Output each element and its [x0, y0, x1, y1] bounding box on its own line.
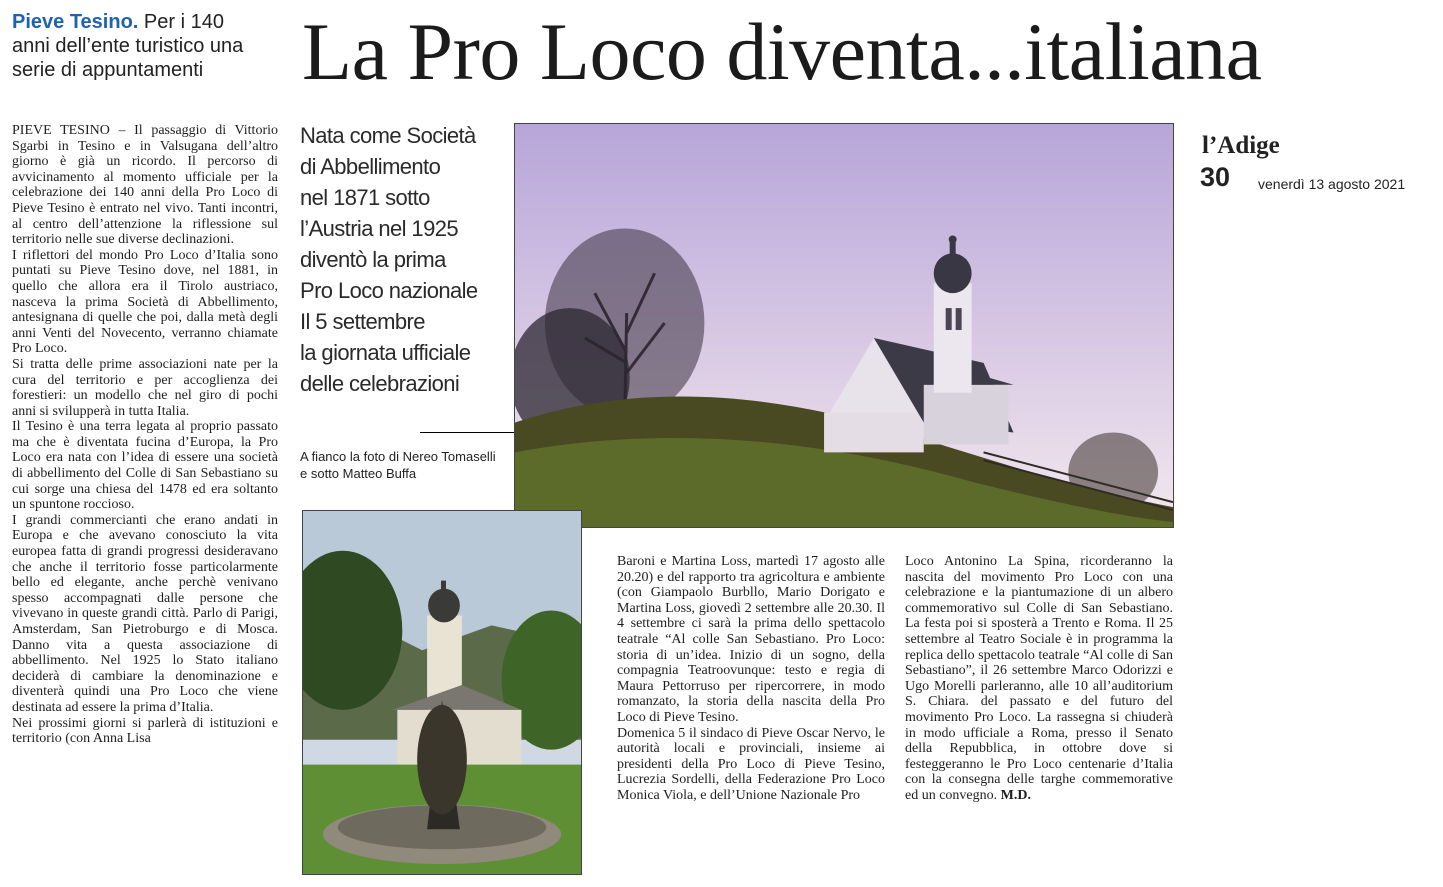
church-hill-illustration — [515, 124, 1173, 527]
photo-caption: A fianco la foto di Nereo Tomaselli e sotto Matteo Buffa — [300, 449, 496, 481]
subhead-line: Nata come Società — [300, 123, 476, 148]
page-number: 30 — [1200, 162, 1231, 192]
church-fountain-photo — [302, 510, 582, 875]
paragraph — [905, 554, 1173, 804]
article-column-3 — [905, 554, 1173, 874]
kicker — [12, 10, 262, 82]
subhead-line: l’Austria nel 1925 — [300, 216, 458, 241]
subhead — [300, 120, 505, 399]
subhead-line: nel 1871 sotto — [300, 185, 430, 210]
newspaper-brand: l’Adige — [1202, 132, 1280, 159]
kicker-place: Pieve Tesino. — [12, 11, 139, 33]
kicker-text: Per i 140 anni dell’ente turistico una serie di appuntamenti — [12, 11, 244, 81]
paragraph: Baroni e Martina Loss, martedì 17 agosto alle 20.20) e del rapporto tra agricoltura e ambiente (con Giampaolo Burbllo, Mario Dorigato e Martina Loss, giovedì 2 settembre alle 20.30. Il 4 settembre ci sarà la prima dello spettacolo teatrale “Al colle San Sebastiano. Pro Loco: storia di un’idea. Inizio di un sogno, della compagnia Teatroovunque: testo e regia di Maura Pettorruso per ripercorrere, in modo romanzato, la storia della nascita della Pro Loco di Pieve Tesino. — [617, 554, 885, 725]
article-column-2 — [617, 554, 885, 874]
author-signature: M.D. — [1000, 787, 1031, 803]
paragraph: PIEVE TESINO – Il passaggio di Vittorio Sgarbi in Tesino e in Valsugana dell’altro giorno è già un ricordo. Il percorso di avvicinamento al momento ufficiale per la celebrazione dei 140 anni della Pro Loco di Pieve Tesino è entrato nel vivo. Tanti incontri, al centro dell’attenzione la riflessione sul territorio nelle sue diverse declinazioni. — [12, 123, 278, 248]
paragraph: Domenica 5 il sindaco di Pieve Oscar Nervo, le autorità locali e provinciali, insieme ai presidenti della Pro Loco di Pieve Tesino, Lucrezia Sordelli, della Federazione Pro Loco Monica Viola, e dell’Unione Nazionale Pro — [617, 725, 885, 803]
subhead-line: Il 5 settembre — [300, 309, 425, 334]
subhead-line: la giornata ufficiale — [300, 340, 471, 365]
subhead-line: diventò la prima — [300, 247, 446, 272]
paragraph: Si tratta delle prime associazioni nate per la cura del territorio e per accoglienza dei forestieri: un modello che nel giro di pochi anni si svilupperà in tutta Italia. — [12, 356, 278, 419]
issue-date: venerdì 13 agosto 2021 — [1258, 176, 1406, 192]
headline: La Pro Loco diventa...italiana — [302, 6, 1262, 97]
paragraph: Il Tesino è una terra legata al proprio passato ma che è diventata fucina d’Europa, la Pro Loco era nata con l’idea di essere una società di abbellimento del Colle di San Sebastiano su cui sorge una chiesa del 1478 ed era soltanto un spuntone roccioso. — [12, 419, 278, 513]
article-column-1 — [12, 123, 278, 883]
paragraph: I grandi commercianti che erano andati in Europa e che avevano conosciuto la vita europea fatta di grandi progressi desideravano che anche il territorio fosse particolarmente bello ed elegante, anche perchè venivano spesso accompagnati dalle persone che vivevano in queste grandi città. Parlo di Parigi, Amsterdam, San Pietroburgo e di Mosca. Danno vita a questa associazione di abbellimento. Nel 1925 lo Stato italiano deciderà di cambiare la denominazione e diventerà quindi una Pro Loco che viene destinata ad essere la prima d’Italia. — [12, 512, 278, 715]
church-fountain-illustration — [303, 511, 581, 874]
church-hill-photo — [514, 123, 1174, 528]
subhead-line: delle celebrazioni — [300, 371, 460, 396]
subhead-line: di Abbellimento — [300, 154, 441, 179]
subhead-line: Pro Loco nazionale — [300, 278, 478, 303]
paragraph: I riflettori del mondo Pro Loco d’Italia sono puntati su Pieve Tesino dove, nel 1881, in quello che allora era il Tirolo austriaco, nasceva la prima Società di Abbellimento, antesignana di quelle che poi, dalla metà degli anni Venti del Novecento, verranno chiamate Pro Loco. — [12, 247, 278, 357]
paragraph-text: Loco Antonino La Spina, ricorderanno la nascita del movimento Pro Loco con una celebrazione e la piantumazione di un albero commemorativo sul Colle di San Sebastiano. La festa poi si sposterà a Trento e Roma. Il 25 settembre al Teatro Sociale è in programma la replica dello spettacolo teatrale “Al colle di San Sebastiano”, il 26 settembre Marco Odorizzi e Ugo Morelli parleranno, alle 10 all’auditorium S. Chiara. del passato e del futuro del movimento Pro Loco. La rassegna si chiuderà in modo ufficiale a Roma, presso il Senato della Repubblica, in ottobre dove si festeggeranno le Pro Loco centenarie d’Italia con la consegna delle targhe commemorative ed un convegno. — [905, 554, 1173, 803]
paragraph: Nei prossimi giorni si parlerà di istituzioni e territorio (con Anna Lisa — [12, 715, 278, 747]
